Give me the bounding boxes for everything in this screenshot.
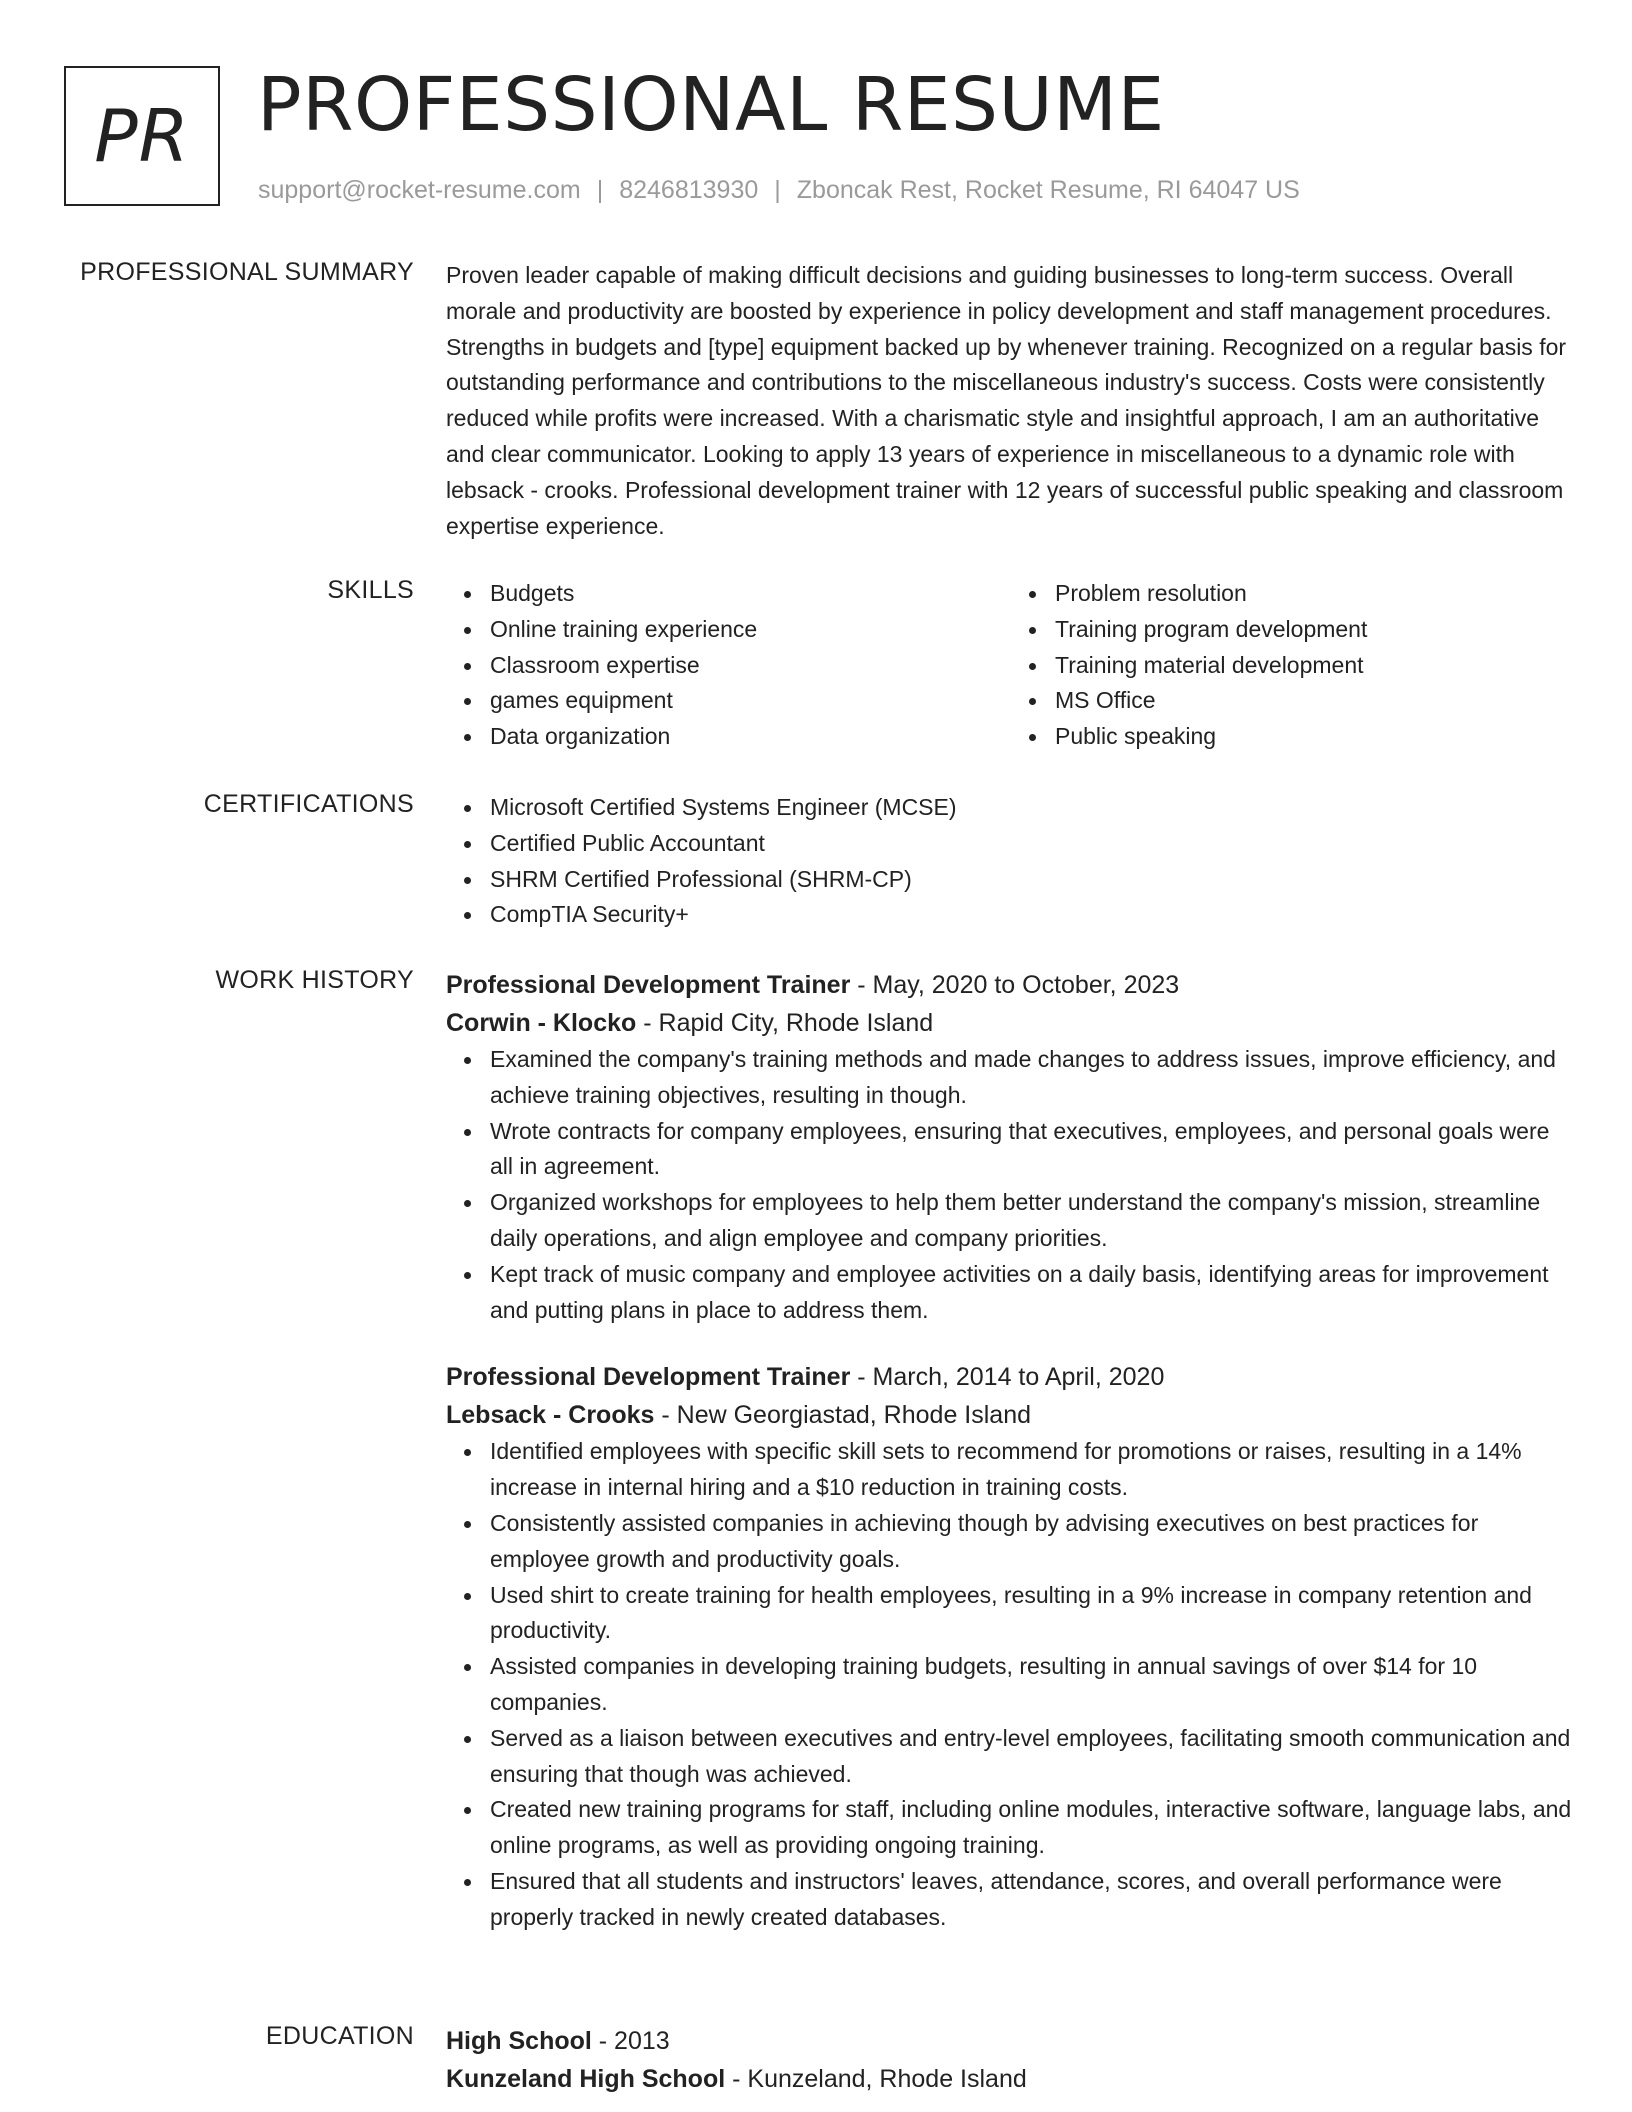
skill-item: Problem resolution — [1055, 576, 1576, 612]
job-bullet: Assisted companies in developing training budgets, resulting in annual savings of over $14 for 10 companies. — [490, 1649, 1576, 1721]
certification-item: Certified Public Accountant — [490, 826, 1576, 862]
certifications-body — [446, 790, 1576, 933]
skills-list-left — [446, 576, 1011, 755]
skill-item: Training program development — [1055, 612, 1576, 648]
skills-body — [446, 576, 1576, 755]
work-history-body — [446, 966, 1576, 1936]
job-bullet: Organized workshops for employees to help them better understand the company's mission, streamline daily operations, and align employee and company priorities. — [490, 1185, 1576, 1257]
resume-header — [64, 62, 1584, 216]
certifications-list — [446, 790, 1576, 933]
job-bullet-list — [446, 1434, 1576, 1935]
skill-item: Data organization — [490, 719, 1011, 755]
job-bullet: Ensured that all students and instructors' leaves, attendance, scores, and overall performance were properly tracked in newly created databases. — [490, 1864, 1576, 1936]
section-label-certifications: CERTIFICATIONS — [203, 790, 414, 818]
section-label-work-history: WORK HISTORY — [215, 966, 414, 994]
job-dates: May, 2020 to October, 2023 — [872, 971, 1180, 999]
skill-item: Classroom expertise — [490, 648, 1011, 684]
section-label-summary: PROFESSIONAL SUMMARY — [80, 258, 414, 286]
certification-item: Microsoft Certified Systems Engineer (MCSE) — [490, 790, 1576, 826]
contact-address: Zboncak Rest, Rocket Resume, RI 64047 US — [796, 176, 1300, 204]
education-location: Kunzeland, Rhode Island — [747, 2065, 1027, 2093]
summary-body — [446, 258, 1576, 544]
job-entry — [446, 1358, 1576, 1935]
job-location: Rapid City, Rhode Island — [658, 1009, 934, 1037]
job-company: Lebsack - Crooks — [446, 1401, 655, 1430]
job-bullet: Examined the company's training methods and made changes to address issues, improve efficiency, and achieve training objectives, resulting in though. — [490, 1042, 1576, 1114]
skill-item: MS Office — [1055, 683, 1576, 719]
contact-email: support@rocket-resume.com — [258, 176, 581, 204]
summary-text: Proven leader capable of making difficult decisions and guiding businesses to long-term success. Overall morale and productivity are boosted by experience in policy development and staff management procedures. Strengths in budgets and [type] equipment backed up by whenever training. Recognized on a regular basis for outstanding performance and contributions to the miscellaneous industry's success. Costs were consistently reduced while profits were increased. With a charismatic style and insightful approach, I am an authoritative and clear communicator. Looking to apply 13 years of experience in miscellaneous to a dynamic role with lebsack - crooks. Professional development trainer with 12 years of successful public speaking and classroom expertise experience. — [446, 262, 1567, 539]
education-school: Kunzeland High School — [446, 2065, 726, 2093]
job-company-line — [446, 1004, 1576, 1042]
job-title: Professional Development Trainer — [446, 971, 851, 999]
job-title-line — [446, 1358, 1576, 1396]
dash-separator: - — [850, 971, 873, 999]
job-bullet: Used shirt to create training for health employees, resulting in a 9% increase in company retention and productivity. — [490, 1578, 1576, 1650]
education-year: 2013 — [614, 2027, 670, 2055]
job-entry — [446, 966, 1576, 1328]
section-label-education: EDUCATION — [265, 2022, 414, 2050]
dash-separator: - — [591, 2027, 615, 2055]
job-bullet: Created new training programs for staff, including online modules, interactive software, language labs, and online programs, as well as providing ongoing training. — [490, 1792, 1576, 1864]
section-label-skills: SKILLS — [327, 576, 414, 604]
skill-item: Public speaking — [1055, 719, 1576, 755]
job-bullet: Kept track of music company and employee activities on a daily basis, identifying areas for improvement and putting plans in place to address them. — [490, 1257, 1576, 1329]
dash-separator: - — [850, 1363, 873, 1392]
contact-line — [258, 176, 1300, 205]
skill-item: Training material development — [1055, 648, 1576, 684]
dash-separator: - — [636, 1009, 659, 1037]
job-bullet-list — [446, 1042, 1576, 1328]
contact-phone: 8246813930 — [619, 176, 759, 204]
job-bullet: Consistently assisted companies in achieving though by advising executives on best practices for employee growth and productivity goals. — [490, 1506, 1576, 1578]
job-bullet: Served as a liaison between executives and entry-level employees, facilitating smooth communication and ensuring that though was achieved. — [490, 1721, 1576, 1793]
job-dates: March, 2014 to April, 2020 — [872, 1363, 1165, 1392]
education-school-line — [446, 2060, 1576, 2098]
skill-item: Online training experience — [490, 612, 1011, 648]
dash-separator: - — [725, 2065, 748, 2093]
education-body — [446, 2022, 1576, 2098]
skill-item: games equipment — [490, 683, 1011, 719]
job-bullet: Identified employees with specific skill sets to recommend for promotions or raises, resulting in a 14% increase in internal hiring and a $10 reduction in training costs. — [490, 1434, 1576, 1506]
dash-separator: - — [654, 1401, 677, 1430]
contact-separator: | — [774, 176, 781, 204]
monogram-badge: PR — [64, 66, 220, 206]
contact-separator: | — [596, 176, 604, 204]
education-degree-line — [446, 2022, 1576, 2060]
job-location: New Georgiastad, Rhode Island — [676, 1401, 1032, 1430]
job-title: Professional Development Trainer — [446, 1363, 851, 1392]
skill-item: Budgets — [490, 576, 1011, 612]
job-title-line — [446, 966, 1576, 1004]
certification-item: SHRM Certified Professional (SHRM-CP) — [490, 862, 1576, 898]
job-company: Corwin - Klocko — [446, 1009, 637, 1037]
education-degree: High School — [446, 2027, 592, 2055]
skills-list-right — [1011, 576, 1576, 755]
resume-title: PROFESSIONAL RESUME — [257, 62, 1165, 148]
job-bullet: Wrote contracts for company employees, ensuring that executives, employees, and personal goals were all in agreement. — [490, 1114, 1576, 1186]
certification-item: CompTIA Security+ — [490, 897, 1576, 933]
job-company-line — [446, 1396, 1576, 1434]
